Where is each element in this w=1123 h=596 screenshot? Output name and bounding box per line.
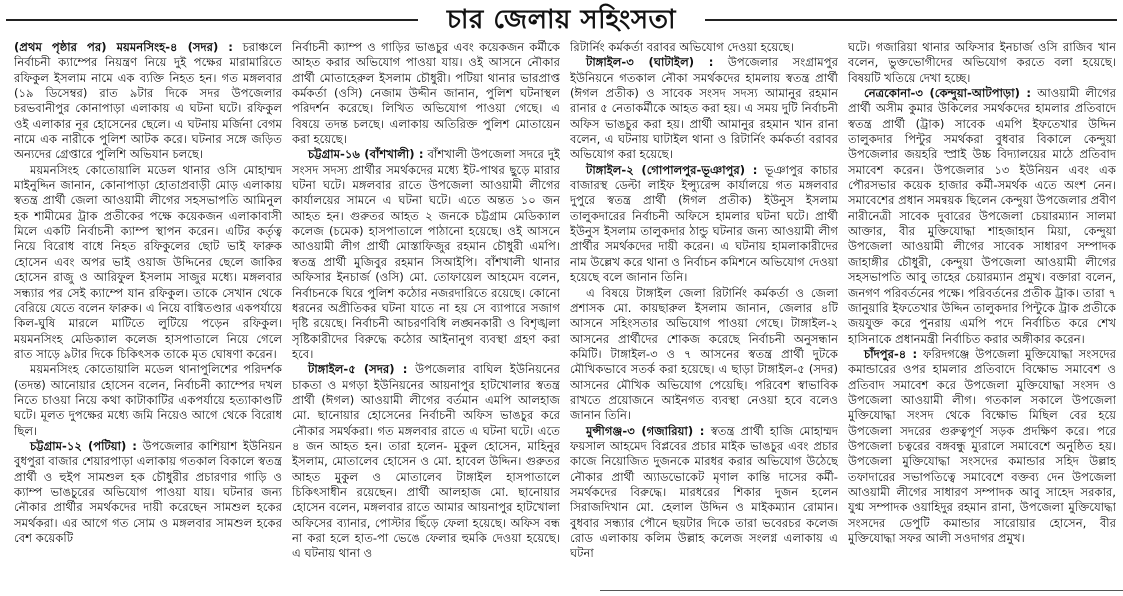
- section-subheading: (প্রথম পৃষ্ঠার পর) ময়মনসিংহ-৪ (সদর) :: [14, 40, 233, 54]
- article-paragraph: [570, 40, 838, 55]
- article-paragraph: [570, 163, 838, 286]
- article-column-1: [14, 40, 282, 588]
- section-subheading: টাঙ্গাইল-৩ (ঘাটাইল) :: [586, 55, 714, 70]
- article-paragraph: [14, 40, 282, 163]
- article-column-2: [292, 40, 560, 588]
- article-paragraph: [570, 55, 838, 162]
- section-subheading: টাঙ্গাইল-২ (গোপালপুর-ভূঞাপুর) :: [586, 162, 758, 177]
- paragraph-text: ময়মনসিংহ কোতোয়ালি মডেল থানাপুলিশের পরিদর্শক (তদন্ত) আনোয়ার হোসেন বলেন, নির্বাচনী ক্যাম্পের দখল নিতে চাওয়া নিয়ে কথা কাটাকাটির একপর্যায়ে হত্যাকাণ্ডটি ঘটে। মূলত দুপক্ষের মধ্যে জমি নিয়েও আগে থেকে বিরোধ ছিল।: [14, 362, 282, 438]
- bottom-rule: [600, 590, 1123, 591]
- paragraph-text: এ বিষয়ে টাঙ্গাইল জেলা রিটার্নিং কর্মকর্তা ও জেলা প্রশাসক মো. কায়ছারুল ইসলাম জানান, জেলার ৪টি আসনে সহিংসতার অভিযোগ পাওয়া গেছে। টাঙ্গাইল-২ আসনের প্রার্থীদের শোকজ করেছে নির্বাচনী অনুসন্ধান কমিটি। টাঙ্গাইল-৩ ও ৭ আসনের স্বতন্ত্র প্রার্থী দুটকে মৌখিকভাবে সতর্ক করা হয়েছে। এ ছাড়া টাঙ্গাইল-৫ (সদর) আসনের মৌখিক অভিযোগ পেয়েছি। পরিবেশ স্বাভাবিক রাখতে প্রয়োজনে আইনগত ব্যবস্থা নেওয়া হবে বলেও জানান তিনি।: [570, 285, 838, 423]
- section-subheading: চট্টগ্রাম-১৬ (বাঁশখালী) :: [308, 147, 424, 162]
- paragraph-text: ঘটে। গজারিয়া থানার অফিসার ইনচার্জ ওসি রাজিব খান বলেন, ভুক্তভোগীদের অভিযোগ করতে বলা হয়েছে। বিষয়টি খতিয়ে দেখা হচ্ছে।: [848, 40, 1116, 85]
- article-paragraph: [292, 147, 560, 362]
- article-paragraph: [14, 439, 282, 546]
- article-paragraph: [14, 362, 282, 439]
- page-headline: চার জেলায় সহিংসতা: [446, 5, 677, 35]
- paragraph-text: ময়মনসিংহ কোতোয়ালি মডেল থানার ওসি মোহাম্মদ মাইনুদ্দিন জানান, কোনাপাড়া হোতাপ্রবাড়ী মোড় এলাকায় স্বতন্ত্র প্রার্থী জেলা আওয়ামী লীগের সহসভাপতি আমিনুল হক শামীমের ট্রাক প্রতীকের পক্ষে কয়েকজন এলাকাবাসী মিলে একটি নির্বাচনী ক্যাম্প স্থাপন করেন। এটির কর্তৃত্ব নিয়ে বিরোধ বাধে নিহত রফিকুলের ছোট ভাই ফারুক হোসেন এবং অপর ভাই ওয়াজ উদ্দিনের ছেলে জাকির হোসেন রাজু ও আরিফুল ইসলাম সাজুর মধ্যে। মঙ্গলবার সন্ধ্যার পর সেই ক্যাম্পে যান রফিকুল। তাকে সেখান থেকে বেরিয়ে যেতে বলেন ফারুক। এ নিয়ে বাগ্বিতণ্ডার একপর্যায়ে কিল-ঘুষি মারলে মাটিতে লুটিয়ে পড়েন রফিকুল। ময়মনসিংহ মেডিক্যাল কলেজ হাসপাতালে নিয়ে গেলে রাত সাড়ে ৯টার দিকে চিকিৎসক তাকে মৃত ঘোষণা করেন।: [14, 162, 282, 361]
- paragraph-text: উপজেলার বাঘিল ইউনিয়নের চাকতা ও মগড়া ইউনিয়নের আয়নাপুর হাটখোলার স্বতন্ত্র প্রার্থী (ঈগল) আওয়ামী লীগের বর্তমান এমপি আলহাজ মো. ছানোয়ার হোসেনের নির্বাচনী অফিস ভাঙচুর করে নৌকার সমর্থকরা। গত মঙ্গলবার রাতে এ ঘটনা ঘটে। এতে ৪ জন আহত হন। তারা হলেন- মুকুল হোসেন, মাহিনুর ইসলাম, মোতালেব হোসেন ও মো. হাবেল উদ্দিন। গুরুতর আহত মুকুল ও মোতালেব টাঙ্গাইল হাসপাতালে চিকিৎসাধীন রয়েছেন। প্রার্থী আলহাজ মো. ছানোয়ার হোসেন বলেন, মঙ্গলবার রাতে আমার আয়নাপুর হাটখোলা অফিসের ব্যানার, পোস্টার ছিঁড়ে ফেলা হয়েছে। অফিস বন্ধ না করা হলে হাত-পা ভেঙে ফেলার হুমকি দেওয়া হয়েছে। এ ঘটনায় থানা ও: [292, 362, 560, 561]
- paragraph-text: বাঁশখালী উপজেলা সদরে দুই সংসদ সদস্য প্রার্থীর সমর্থকদের মধ্যে ইট-পাথর ছুড়ে মারার ঘটনা ঘটে। মঙ্গলবার রাতে উপজেলা আওয়ামী লীগের কার্যালয়ের সামনে এ ঘটনা ঘটে। এতে অন্তত ১০ জন আহত হন। গুরুতর আহত ২ জনকে চট্টগ্রাম মেডিক্যাল কলেজ (চমেক) হাসপাতালে পাঠানো হয়েছে। ওই আসনে আওয়ামী লীগ প্রার্থী মোস্তাফিজুর রহমান চৌধুরী এমপি। স্বতন্ত্র প্রার্থী মুজিবুর রহমান সিআইপি। বাঁশখালী থানার অফিসার ইনচার্জ (ওসি) মো. তোফায়েল আহমেদ বলেন, নির্বাচনকে ঘিরে পুলিশ কঠোর নজরদারিতে রয়েছে। কোনো ধরনের অপ্রীতিকর ঘটনা যাতে না হয় সে ব্যাপারে সজাগ দৃষ্টি রয়েছে। নির্বাচনী আচরণবিধি লঙ্ঘনকারী ও বিশৃঙ্খলা সৃষ্টিকারীদের বিরুদ্ধে কঠোর আইনানুগ ব্যবস্থা গ্রহণ করা হবে।: [292, 147, 560, 361]
- article-paragraph: [848, 347, 1116, 546]
- article-paragraph: [570, 424, 838, 562]
- article-paragraph: [848, 40, 1116, 86]
- article-column-3: [570, 40, 838, 588]
- article-paragraph: [14, 163, 282, 362]
- section-subheading: মুন্সীগঞ্জ-৩ (গজারিয়া) :: [586, 423, 705, 438]
- paragraph-text: ভূঞাপুর কাচার বাজারস্থ ডেল্টা লাইফ ইন্স্যুরেন্স কার্যালয়ে গত মঙ্গলবার দুপুরে স্বতন্ত্র প্রার্থী (ঈগল প্রতীক) ইউনুস ইসলাম তালুকদারের নির্বাচনী অফিসে হামলার ঘটনা ঘটে। প্রার্থী ইউনুস ইসলাম তালুকদার ঠান্ডু ঘটনার জন্য আওয়ামী লীগ প্রার্থীর সমর্থকদের দায়ী করেন। এ ঘটনায় হামলাকারীদের নাম উল্লেখ করে থানা ও নির্বাচন কমিশনে অভিযোগ দেওয়া হয়েছে বলে জানান তিনি।: [570, 162, 838, 285]
- article-columns: [14, 40, 1116, 588]
- article-paragraph: [570, 286, 838, 424]
- headline-rule-left: [6, 19, 418, 21]
- section-subheading: চাঁদপুর-৪ :: [864, 346, 918, 361]
- paragraph-text: উপজেলার কাশিয়াশ ইউনিয়ন বুধপুরা বাজার শেয়ারপাড়া এলাকায় গতকাল বিকালে স্বতন্ত্র প্রার্থী ও হুইপ সামশুল হক চৌধুরীর প্রচারণার গাড়ি ও ক্যাম্প ভাঙচুরের অভিযোগ পাওয়া যায়। ঘটনার জন্য নৌকার প্রার্থীর সমর্থকদের দায়ী করেছেন সামশুল হকের সমর্থকরা। এর আগে গত সোম ও মঙ্গলবার সামশুল হকের বেশ কয়েকটি: [14, 438, 282, 545]
- paragraph-text: স্বতন্ত্র প্রার্থী হাজি মোহাম্মদ ফয়সাল আহমেদ বিপ্লবের প্রচার মাইক ভাঙচুর এবং প্রচার কাজে নিয়োজিত দুজনকে মারধর করার অভিযোগ উঠেছে নৌকার প্রার্থী অ্যাডভোকেট মৃণাল কান্তি দাসের কর্মী-সমর্থকদের বিরুদ্ধে। মারধরের শিকার দুজন হলেন সিরাজদিখান মো. হেলাল উদ্দিন ও মাইকম্যান রোমান। বুধবার সন্ধ্যার পৌনে ছয়টার দিকে তারা ভবেরচর কলেজ রোড এলাকায় কলিম উল্লাহ কলেজ সংলগ্ন এলাকায় এ ঘটনা: [570, 423, 838, 561]
- headline-bar: [0, 0, 1123, 40]
- paragraph-text: রিটার্নিং কর্মকর্তা বরাবর অভিযোগ দেওয়া হয়েছে।: [570, 40, 794, 54]
- paragraph-text: আওয়ামী লীগের প্রার্থী অসীম কুমার উকিলের সমর্থকদের হামলার প্রতিবাদে স্বতন্ত্র প্রার্থী (ট্রাক) সাবেক এমপি ইফতেখার উদ্দিন তালুকদার পিন্টুর সমর্থকরা বুধবার বিকালে কেন্দুয়া উপজেলার জয়হরি স্প্রাই উচ্চ বিদ্যালয়ের মাঠে প্রতিবাদ সমাবেশ করেন। উপজেলার ১৩ ইউনিয়ন এবং এক পৌরসভার কয়েক হাজার কর্মী-সমর্থক এতে অংশ নেন। সমাবেশের প্রধান সমন্বয়ক ছিলেন কেন্দুয়া উপজেলার প্রবীণ নারীনেত্রী সাবেক দুবারের উপজেলা চেয়ারম্যান সালমা আক্তার, বীর মুক্তিযোদ্ধা শাহজাহান মিয়া, কেন্দুয়া উপজেলা আওয়ামী লীগের সাবেক সাধারণ সম্পাদক জাহাঙ্গীর চৌধুরী, কেন্দুয়া উপজেলা আওয়ামী লীগের সহসভাপতি আবু তাহের চেয়ারম্যান প্রমুখ। বক্তারা বলেন, জনগণ পরিবর্তনের পক্ষে। পরিবর্তনের প্রতীক ট্রাক। তারা ৭ জানুয়ারি ইফতেখার উদ্দিন তালুকদার পিন্টুকে ট্রাক প্রতীকে জয়যুক্ত করে পুনরায় এমপি পদে নির্বাচিত করে শেখ হাসিনাকে প্রধানমন্ত্রী নির্বাচিত করার অঙ্গীকার করেন।: [848, 86, 1116, 346]
- article-column-4: [848, 40, 1116, 588]
- paragraph-text: নির্বাচনী ক্যাম্প ও গাড়ির ভাঙচুর এবং কয়েকজন কর্মীকে আহত করার অভিযোগ পাওয়া যায়। ওই আসনে নৌকার প্রার্থী মোতাহেরুল ইসলাম চৌধুরী। পটিয়া থানার ভারপ্রাপ্ত কর্মকর্তা (ওসি) নেজাম উদ্দীন জানান, পুলিশ ঘটনাস্থল পরিদর্শন করেছে। লিখিত অভিযোগ পাওয়া গেছে। এ বিষয়ে তদন্ত চলছে। এলাকায় অতিরিক্ত পুলিশ মোতায়েন করা হয়েছে।: [292, 40, 560, 147]
- section-subheading: নেত্রকোনা-৩ (কেন্দুয়া-আটপাড়া) :: [864, 86, 1032, 101]
- paragraph-text: ফরিদগঞ্জে উপজেলা মুক্তিযোদ্ধা সংসদের কমান্ডারের ওপর হামলার প্রতিবাদে বিক্ষোভ সমাবেশ ও প্রতিবাদ সমাবেশ করে উপজেলা মুক্তিযোদ্ধা সংসদ ও উপজেলা আওয়ামী লীগ। গতকাল সকালে উপজেলা মুক্তিযোদ্ধা সংসদ থেকে বিক্ষোভ মিছিল বের হয়ে উপজেলা সদরের গুরুত্বপূর্ণ সড়ক প্রদক্ষিণ করে। পরে উপজেলা চত্বরের বঙ্গবন্ধু ম্যুরালে সমাবেশে অনুষ্ঠিত হয়। উপজেলা মুক্তিযোদ্ধা সংসদের কমান্ডার সহিদ উল্লাহ তফাদারের সভাপতিত্বে সমাবেশে বক্তব্য দেন উপজেলা আওয়ামী লীগের সাধারণ সম্পাদক আবু সাহেদ সরকার, যুগ্ম সম্পাদক ওয়াহিদুর রহমান রানা, উপজেলা মুক্তিযোদ্ধা সংসদের ডেপুটি কমান্ডার সারোয়ার হোসেন, বীর মুক্তিযোদ্ধা সফর আলী সওদাগর প্রমুখ।: [848, 346, 1116, 545]
- headline-rule-right: [705, 19, 1117, 21]
- section-subheading: টাঙ্গাইল-৫ (সদর) :: [308, 362, 408, 377]
- paragraph-text: উপজেলার সংগ্রামপুর ইউনিয়নে গতকাল নৌকা সমর্থকদের হামলায় স্বতন্ত্র প্রার্থী (ঈগল প্রতীক) ও সাবেক সংসদ সদস্য আমানুর রহমান রানার ৫ নেতাকর্মীকে আহত করা হয়। এ সময় দুটি নির্বাচনী অফিস ভাঙচুর করা হয়। প্রার্থী আমানুর রহমান খান রানা বলেন, এ ঘটনায় ঘাটাইল থানা ও রিটার্নিং কর্মকর্তা বরাবর অভিযোগ করা হয়েছে।: [570, 55, 838, 162]
- article-paragraph: [292, 40, 560, 147]
- article-paragraph: [292, 362, 560, 561]
- section-subheading: চট্টগ্রাম-১২ (পটিয়া) :: [30, 438, 137, 453]
- paragraph-text: চরাঞ্চলে নির্বাচনী ক্যাম্পের নিয়ন্ত্রণ নিয়ে দুই পক্ষের মারামারিতে রফিকুল ইসলাম নামে এক ব্যক্তি নিহত হন। গত মঙ্গলবার (১৯ ডিসেম্বর) রাত ৯টার দিকে সদর উপজেলার চরভবানীপুর কোনাপাড়া এলাকায় এ ঘটনা ঘটে। রফিকুল ওই এলাকার নূর হোসেনের ছেলে। এ ঘটনায় মর্জিনা বেগম নামে এক নারীকে পুলিশ আটক করে। ঘটনার সঙ্গে জড়িত অন্যদের গ্রেপ্তারে পুলিশি অভিযান চলছে।: [14, 40, 282, 162]
- article-paragraph: [848, 86, 1116, 347]
